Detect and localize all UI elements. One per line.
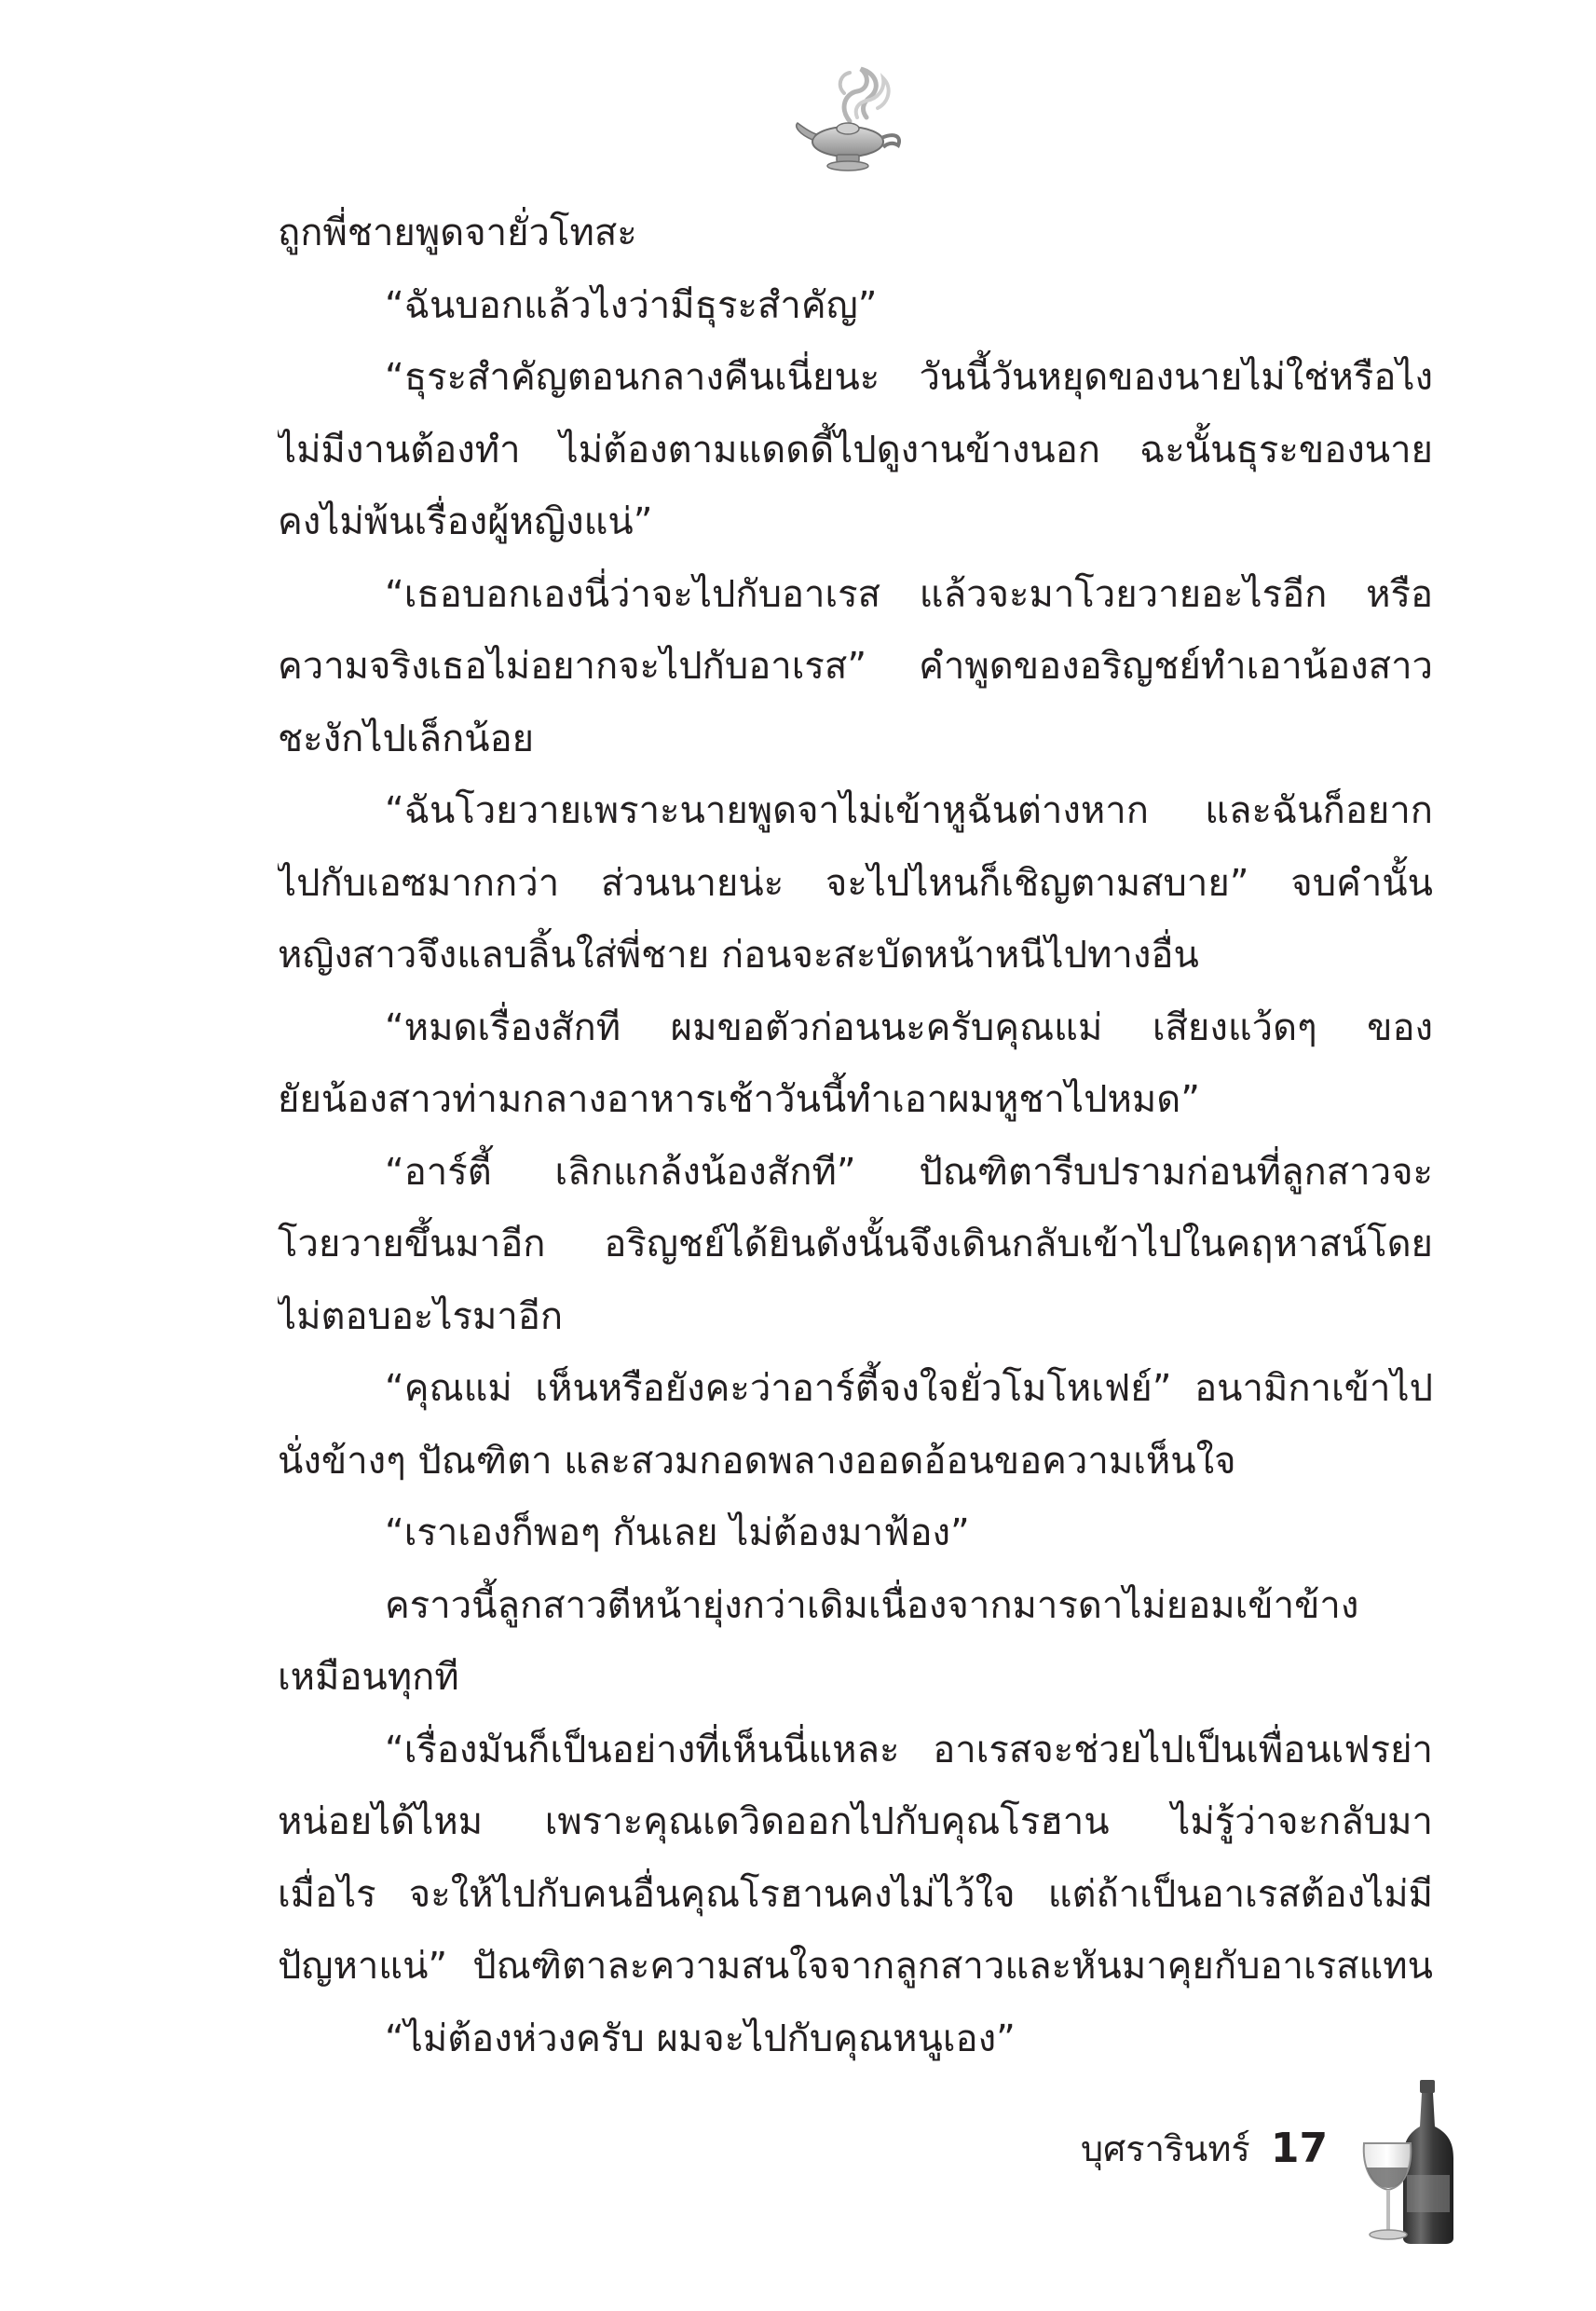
- text-line: “ธุระสำคัญตอนกลางคืนเนี่ยนะ วันนี้วันหยุดของนายไม่ใช่หรือไง: [385, 356, 1433, 399]
- text-line: “คุณแม่ เห็นหรือยังคะว่าอาร์ตี้จงใจยั่วโมโหเฟย์” อนามิกาเข้าไป: [385, 1367, 1433, 1410]
- text-line: ไม่มีงานต้องทำ ไม่ต้องตามแดดดี้ไปดูงานข้างนอก ฉะนั้นธุระของนาย: [278, 428, 1433, 472]
- text-line: “ไม่ต้องห่วงครับ ผมจะไปกับคุณหนูเอง”: [385, 2017, 1016, 2060]
- page-footer: [1081, 2115, 1328, 2181]
- text-line: คราวนี้ลูกสาวตีหน้ายุ่งกว่าเดิมเนื่องจากมารดาไม่ยอมเข้าข้าง: [385, 1583, 1359, 1627]
- text-line: ยัยน้องสาวท่ามกลางอาหารเช้าวันนี้ทำเอาผมหูชาไปหมด”: [278, 1078, 1200, 1121]
- text-line: ปัญหาแน่” ปัณฑิตาละความสนใจจากลูกสาวและหันมาคุยกับอาเรสแทน: [278, 1945, 1433, 1988]
- text-line: “เธอบอกเองนี่ว่าจะไปกับอาเรส แล้วจะมาโวยวายอะไรอีก หรือ: [385, 572, 1433, 616]
- body-text: [278, 198, 1433, 2075]
- text-line: ถูกพี่ชายพูดจายั่วโทสะ: [278, 212, 637, 254]
- wine-bottle-glass-icon: [1358, 2078, 1461, 2246]
- text-line: ความจริงเธอไม่อยากจะไปกับอาเรส” คำพูดของอริญชย์ทำเอาน้องสาว: [278, 645, 1433, 688]
- text-line: คงไม่พ้นเรื่องผู้หญิงแน่”: [278, 500, 653, 543]
- text-line: ไม่ตอบอะไรมาอีก: [278, 1294, 564, 1338]
- text-line: เมื่อไร จะให้ไปกับคนอื่นคุณโรฮานคงไม่ไว้ใจ แต่ถ้าเป็นอาเรสต้องไม่มี: [278, 1872, 1433, 1916]
- text-line: “เราเองก็พอๆ กันเลย ไม่ต้องมาฟ้อง”: [385, 1511, 970, 1554]
- text-line: โวยวายขึ้นมาอีก อริญชย์ได้ยินดังนั้นจึงเดินกลับเข้าไปในคฤหาสน์โดย: [278, 1223, 1433, 1265]
- page-number: 17: [1270, 2124, 1329, 2172]
- text-line: “อาร์ตี้ เลิกแกล้งน้องสักที” ปัณฑิตารีบปรามก่อนที่ลูกสาวจะ: [385, 1150, 1433, 1194]
- text-line: นั่งข้างๆ ปัณฑิตา และสวมกอดพลางออดอ้อนขอความเห็นใจ: [278, 1439, 1236, 1483]
- text-line: ชะงักไปเล็กน้อย: [278, 717, 535, 760]
- text-line: เหมือนทุกที: [278, 1656, 459, 1699]
- text-line: “หมดเรื่องสักที ผมขอตัวก่อนนะครับคุณแม่ เสียงแว้ดๆ ของ: [385, 1005, 1433, 1049]
- lamp-icon: [792, 56, 913, 177]
- text-line: “ฉันโวยวายเพราะนายพูดจาไม่เข้าหูฉันต่างหาก และฉันก็อยาก: [385, 789, 1433, 832]
- footer-author: บุศรารินทร์: [1081, 2127, 1250, 2169]
- text-line: หน่อยได้ไหม เพราะคุณเดวิดออกไปกับคุณโรฮาน ไม่รู้ว่าจะกลับมา: [278, 1800, 1433, 1843]
- text-line: “ฉันบอกแล้วไงว่ามีธุระสำคัญ”: [385, 283, 878, 327]
- text-line: ไปกับเอซมากกว่า ส่วนนายน่ะ จะไปไหนก็เชิญตามสบาย” จบคำนั้น: [278, 861, 1433, 905]
- text-line: หญิงสาวจึงแลบลิ้นใส่พี่ชาย ก่อนจะสะบัดหน้าหนีไปทางอื่น: [278, 934, 1199, 977]
- text-line: “เรื่องมันก็เป็นอย่างที่เห็นนี่แหละ อาเรสจะช่วยไปเป็นเพื่อนเฟรย่า: [385, 1728, 1433, 1771]
